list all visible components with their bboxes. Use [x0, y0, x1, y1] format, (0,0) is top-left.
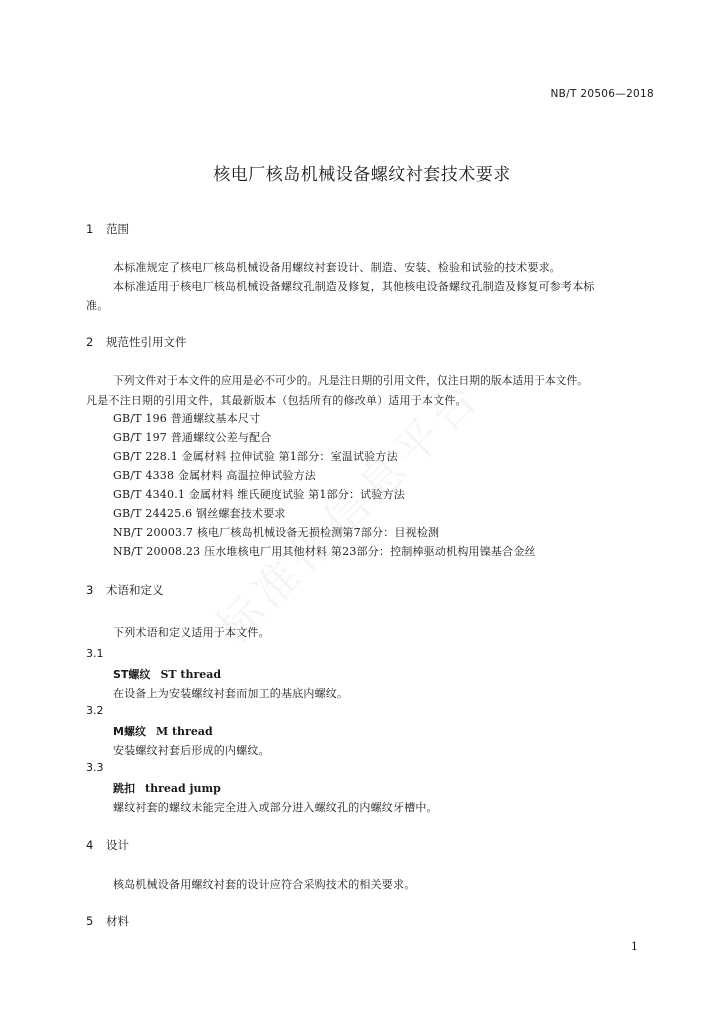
section-number: 4 — [86, 838, 94, 852]
page-number: 1 — [631, 940, 638, 953]
reference-item: NB/T 20008.23 压水堆核电厂用其他材料 第23部分：控制棒驱动机构用镍基合金丝 — [113, 545, 536, 558]
normative-intro-line-1: 下列文件对于本文件的应用是必不可少的。凡是注日期的引用文件，仅注日期的版本适用于本文件。 — [113, 374, 589, 387]
document-number: NB/T 20506—2018 — [550, 88, 654, 100]
reference-item: GB/T 4340.1 金属材料 维氏硬度试验 第1部分：试验方法 — [113, 488, 405, 501]
term-chinese: 跳扣 — [113, 782, 135, 795]
term-heading — [113, 723, 213, 739]
design-paragraph: 核岛机械设备用螺纹衬套的设计应符合采购技术的相关要求。 — [113, 878, 416, 891]
section-3-heading — [86, 582, 164, 598]
term-heading — [113, 666, 221, 682]
section-title: 设计 — [106, 838, 129, 852]
section-1-heading — [86, 221, 129, 237]
section-5-heading — [86, 913, 129, 929]
section-2-heading — [86, 334, 187, 350]
clause-number: 3.1 — [86, 647, 104, 660]
reference-item: GB/T 228.1 金属材料 拉伸试验 第1部分：室温试验方法 — [113, 450, 398, 463]
term-english: M thread — [155, 725, 213, 738]
term-chinese: ST螺纹 — [113, 668, 151, 681]
section-number: 1 — [86, 222, 94, 236]
section-title: 术语和定义 — [106, 583, 164, 597]
term-definition: 在设备上为安装螺纹衬套而加工的基底内螺纹。 — [113, 687, 349, 700]
scope-paragraph-2-line-1: 本标准适用于核电厂核岛机械设备螺纹孔制造及修复，其他核电设备螺纹孔制造及修复可参考本标 — [113, 280, 595, 293]
section-number: 2 — [86, 335, 94, 349]
terms-intro: 下列术语和定义适用于本文件。 — [113, 626, 270, 639]
reference-item: GB/T 197 普通螺纹公差与配合 — [113, 431, 272, 444]
page-title: 核电厂核岛机械设备螺纹衬套技术要求 — [213, 165, 511, 185]
section-number: 5 — [86, 914, 94, 928]
section-title: 范围 — [106, 222, 129, 236]
reference-item: NB/T 20003.7 核电厂核岛机械设备无损检测第7部分：目视检测 — [113, 526, 440, 539]
term-definition: 安装螺纹衬套后形成的内螺纹。 — [113, 744, 270, 757]
clause-number: 3.3 — [86, 761, 104, 774]
section-title: 规范性引用文件 — [106, 335, 187, 349]
section-number: 3 — [86, 583, 94, 597]
term-heading — [113, 780, 221, 796]
section-4-heading — [86, 837, 129, 853]
scope-paragraph-1: 本标准规定了核电厂核岛机械设备用螺纹衬套设计、制造、安装、检验和试验的技术要求。 — [113, 261, 561, 274]
term-english: thread jump — [145, 782, 221, 795]
reference-item: GB/T 4338 金属材料 高温拉伸试验方法 — [113, 469, 316, 482]
scope-paragraph-2-line-2: 准。 — [86, 299, 109, 312]
term-definition: 螺纹衬套的螺纹未能完全进入或部分进入螺纹孔的内螺纹牙槽中。 — [113, 801, 438, 814]
normative-intro-line-2: 凡是不注日期的引用文件，其最新版本（包括所有的修改单）适用于本文件。 — [86, 394, 467, 407]
term-english: ST thread — [160, 668, 222, 681]
term-chinese: M螺纹 — [113, 725, 146, 738]
reference-item: GB/T 196 普通螺纹基本尺寸 — [113, 412, 261, 425]
clause-number: 3.2 — [86, 704, 104, 717]
section-title: 材料 — [106, 914, 129, 928]
reference-item: GB/T 24425.6 钢丝螺套技术要求 — [113, 507, 286, 520]
